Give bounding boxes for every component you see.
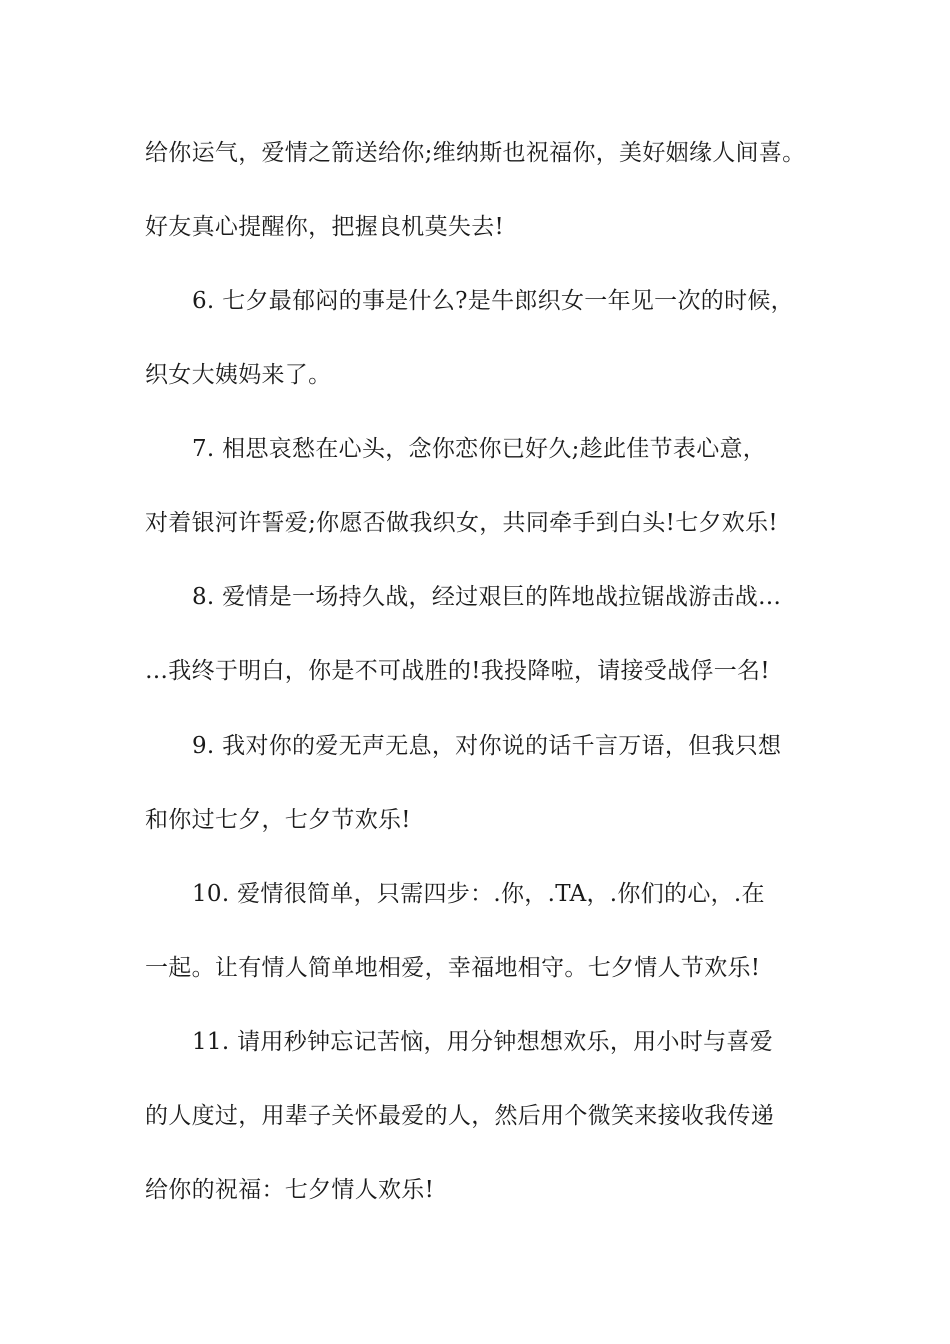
text-line: 好友真心提醒你，把握良机莫失去! xyxy=(145,214,505,240)
text-line: 的人度过，用辈子关怀最爱的人，然后用个微笑来接收我传递 xyxy=(145,1103,775,1129)
text-line: 给你运气，爱情之箭送给你;维纳斯也祝福你，美好姻缘人间喜。 xyxy=(145,140,806,166)
text-line: 织女大姨妈来了。 xyxy=(145,362,332,388)
list-item-7: 7. 相思哀愁在心头，念你恋你已好久;趁此佳节表心意， xyxy=(192,436,767,462)
list-item-8: 8. 爱情是一场持久战，经过艰巨的阵地战拉锯战游击战… xyxy=(192,584,782,610)
list-item-9: 9. 我对你的爱无声无息，对你说的话千言万语，但我只想 xyxy=(192,733,782,759)
text-line: 一起。让有情人简单地相爱，幸福地相守。七夕情人节欢乐! xyxy=(145,955,761,981)
text-line: …我终于明白，你是不可战胜的!我投降啦，请接受战俘一名! xyxy=(145,658,770,684)
list-item-11: 11. 请用秒钟忘记苦恼，用分钟想想欢乐，用小时与喜爱 xyxy=(192,1029,773,1055)
list-item-6: 6. 七夕最郁闷的事是什么?是牛郎织女一年见一次的时候， xyxy=(192,288,794,314)
text-line: 和你过七夕，七夕节欢乐! xyxy=(145,807,411,833)
text-line: 给你的祝福：七夕情人欢乐! xyxy=(145,1177,435,1203)
text-line: 对着银河许誓爱;你愿否做我织女，共同牵手到白头!七夕欢乐! xyxy=(145,510,778,536)
list-item-10: 10. 爱情很简单，只需四步：.你，.TA，.你们的心，.在 xyxy=(192,881,765,907)
